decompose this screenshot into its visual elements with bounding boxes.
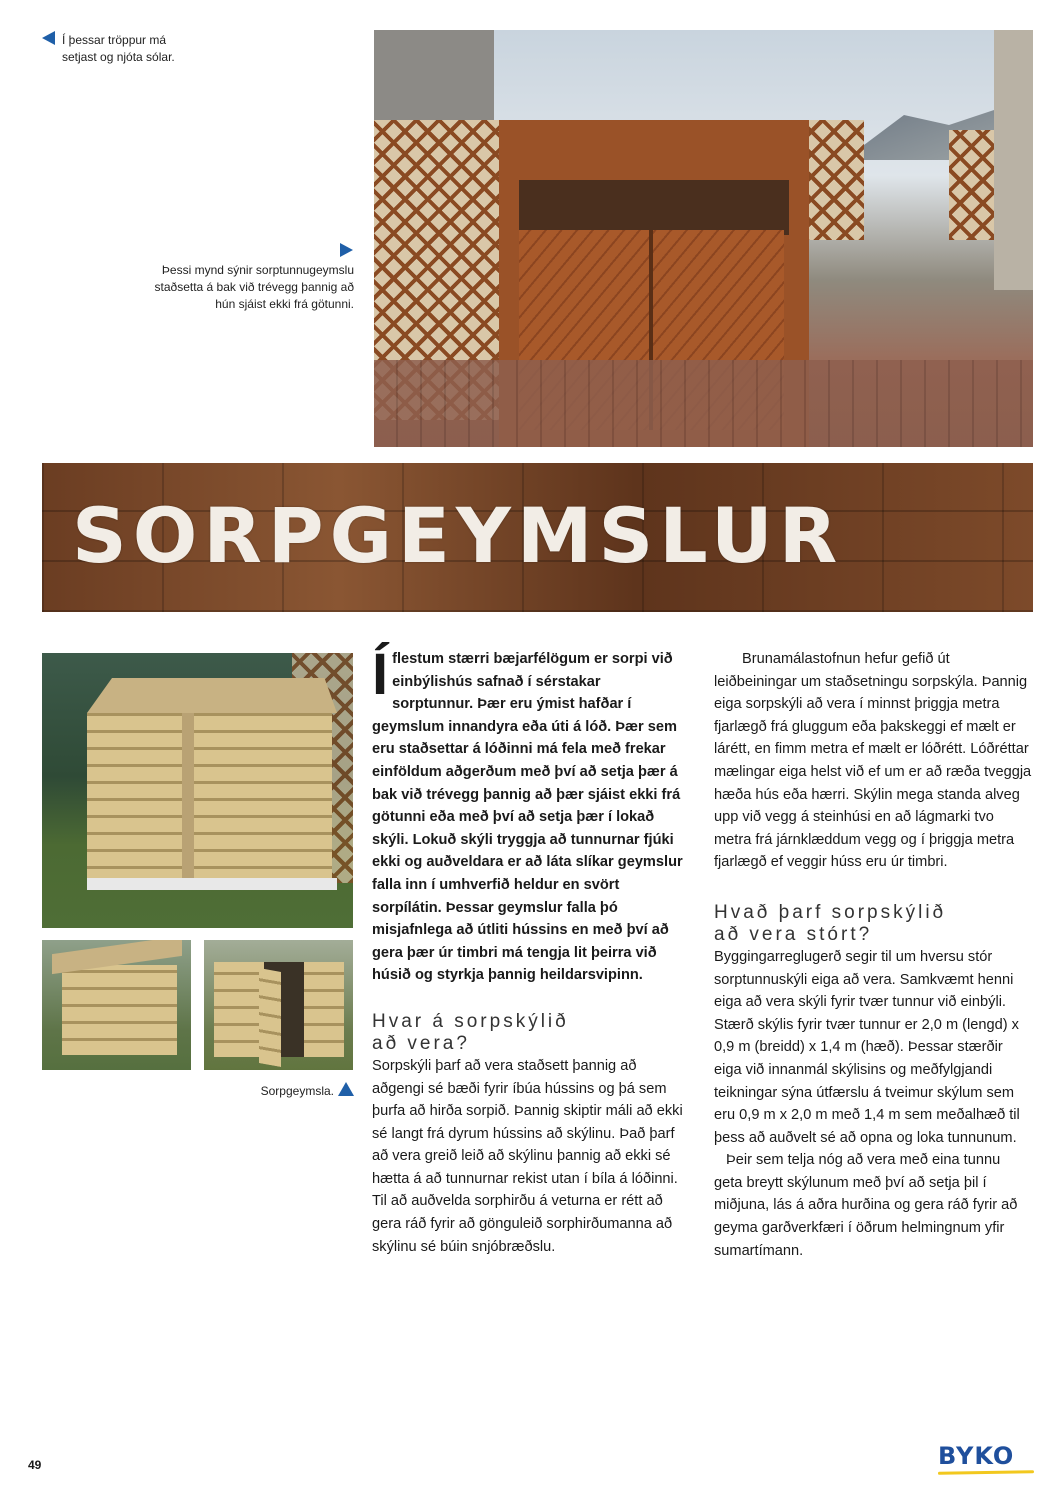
- article-column-2: [714, 648, 1032, 1262]
- article-column-1: [372, 642, 684, 1258]
- paragraph-fire-rules: Brunamálastofnun hefur gefið út leiðbeiningar um staðsetningu sorpskýla. Þannig eiga sorpskýli að vera í minnst þriggja metra fjarlægð frá gluggum eða þakskeggi ef mælt er lárétt, en fimm metra ef mælt er lóðrétt. Lóðréttar mælingar eiga helst við ef um er að ræða tveggja hæða hús eða hærri. Skýlin mega standa alveg upp við vegg á steinhúsi en að lágmarki tvo metra frá járnklæddum vegg og í þriggja metra fjarlægð ef veggir húss eru úr timbri.: [714, 651, 1032, 871]
- photo-shed-door-open: [204, 940, 353, 1070]
- caption-sorpgeymsla: Sorpgeymsla.: [260, 1084, 334, 1098]
- photo-shed-lid-open: [42, 940, 191, 1070]
- title-banner: [42, 463, 1033, 612]
- page-number: 49: [28, 1458, 42, 1472]
- caption-steps: Í þessar tröppur má setjast og njóta sólar.: [62, 33, 175, 64]
- paragraph-where: Sorpskýli þarf að vera staðsett þannig að aðgengi sé bæði fyrir íbúa hússins og þá sem þurfa að hirða sorpið. Þannig skiptir máli að ekki sé langt frá dyrum hússins að skýlinu. Það þarf að vera greið leið að skýlinu þannig að ekki sé hætta á að tunnurnar rekist utan í bíla á lóðinni. Til að auðvelda sorphirðu á veturna er rétt að gera ráð fyrir að gönguleið sorphirðumanna að skýlinu sé búin snjóbræðslu.: [372, 1057, 683, 1255]
- intro-text: flestum stærri bæjarfélögum er sorpi við einbýlishús safnað í sérstakar sorptunnur. Þær eru ýmist hafðar í geymslum innandyra eða úti á lóð. Þær sem eru staðsettar á lóðinni má fela með frekar einföldum aðgerðum með því að setja þær á bak við trévegg þannig að þær sjáist ekki frá götunni eða með því að setja þær í lokað skýli. Lokuð skýli tryggja að tunnurnar fjúki ekki og auðveldara er að láta slíkar geymslur falla inn í umhverfið heldur en svört sorpílátin. Þessar geymslur falla þó misjafnlega að útliti hússins en með því að gera þær úr timbri má tengja lit þeirra við húsið og styrkja þannig heildarsvipinn.: [372, 651, 683, 984]
- photo-trash-shed-with-lattice: [374, 30, 1033, 447]
- section-title: SORPGEYMSLUR: [72, 491, 844, 580]
- intro-paragraph: [372, 642, 684, 987]
- heading-where: Hvar á sorpskýlið að vera?: [372, 1010, 569, 1054]
- heading-size: Hvað þarf sorpskýlið að vera stórt?: [714, 901, 947, 945]
- arrow-right-icon: [340, 243, 353, 257]
- caption-shed-behind-wall: Þessi mynd sýnir sorptunnugeymslu staðsetta á bak við trévegg þannig að hún sjáist ekki frá götunni.: [154, 263, 354, 311]
- photo-double-shed: [42, 653, 353, 928]
- arrow-left-icon: [42, 31, 55, 45]
- arrow-up-icon: [338, 1082, 354, 1096]
- byko-logo: [938, 1443, 1034, 1477]
- paragraph-size: Byggingarreglugerð segir til um hversu stór sorptunnuskýli eiga að vera. Samkvæmt henni eiga að vera skýli fyrir tvær tunnur við einbýli. Stærð skýlis fyrir tvær tunnur er 2,0 m (lengd) x 0,9 m (breidd) x 1,4 m (hæð). Þessar stærðir eiga við innanmál skýlisins og meðfylgjandi teikningar sýna útfærslu á tveimur skýlum sem eru 0,9 m x 2,0 m með 1,4 m sem meðalhæð til þess að auðvelt sé að opna og loka tunnunum.: [714, 948, 1020, 1146]
- paragraph-single-bin: Þeir sem telja nóg að vera með eina tunnu geta breytt skýlunum með því að setja þil í miðjuna, lás á aðra hurðina og gera ráð fyrir að geyma garðverkfæri í öðrum helmingnum yfir sumartímann.: [714, 1152, 1018, 1259]
- drop-cap: Í: [372, 642, 389, 707]
- logo-text: BYKO: [938, 1442, 1015, 1470]
